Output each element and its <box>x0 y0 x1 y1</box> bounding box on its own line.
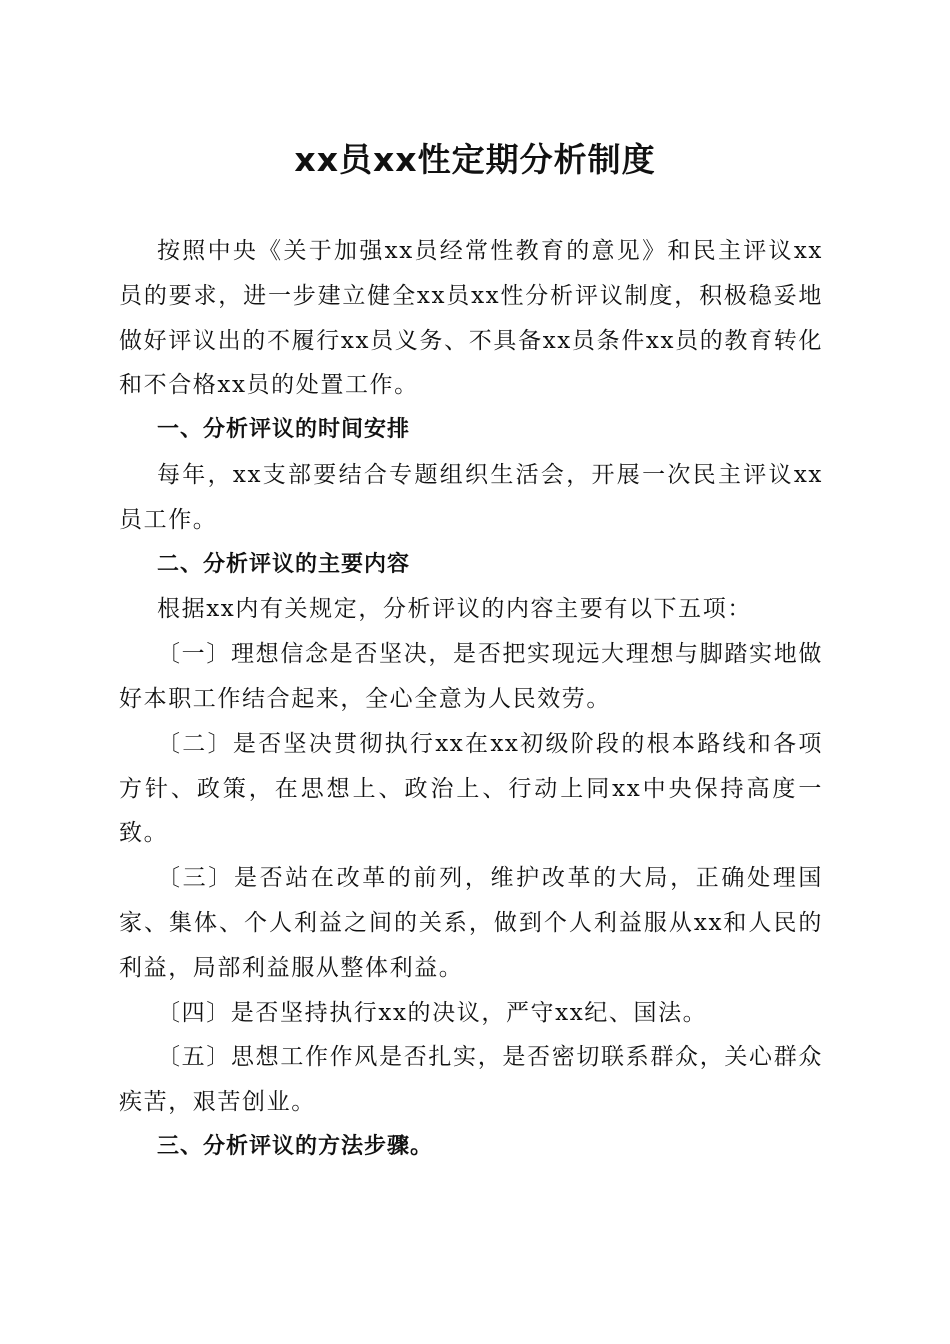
section-heading-2: 二、分析评议的主要内容 <box>157 551 411 577</box>
list-item-5: 〔五〕思想工作作风是否扎实，是否密切联系群众，关心群众疾苦，艰苦创业。 <box>119 1044 823 1116</box>
document-title: xx员xx性定期分析制度 <box>294 140 656 179</box>
list-item-2: 〔二〕是否坚决贯彻执行xx在xx初级阶段的根本路线和各项方针、政策，在思想上、政治上、行动上同xx中央保持高度一致。 <box>119 730 823 847</box>
document-body <box>119 229 823 1170</box>
list-item-1: 〔一〕理想信念是否坚决，是否把实现远大理想与脚踏实地做好本职工作结合起来，全心全意为人民效劳。 <box>119 641 823 712</box>
intro-paragraph: 按照中央《关于加强xx员经常性教育的意见》和民主评议xx员的要求，进一步建立健全xx员xx性分析评议制度，积极稳妥地做好评议出的不履行xx员义务、不具备xx员条件xx员的教育转化和不合格xx员的处置工作。 <box>119 238 823 399</box>
section-1-paragraph: 每年，xx支部要结合专题组织生活会，开展一次民主评议xx员工作。 <box>119 461 823 533</box>
list-item-4: 〔四〕是否坚持执行xx的决议，严守xx纪、国法。 <box>157 999 708 1026</box>
section-heading-3: 三、分析评议的方法步骤。 <box>157 1133 434 1159</box>
section-heading-1: 一、分析评议的时间安排 <box>157 417 411 443</box>
section-2-lead-paragraph: 根据xx内有关规定，分析评议的内容主要有以下五项： <box>157 596 752 623</box>
list-item-3: 〔三〕是否站在改革的前列，维护改革的大局，正确处理国家、集体、个人利益之间的关系，做到个人利益服从xx和人民的利益，局部利益服从整体利益。 <box>119 865 823 981</box>
